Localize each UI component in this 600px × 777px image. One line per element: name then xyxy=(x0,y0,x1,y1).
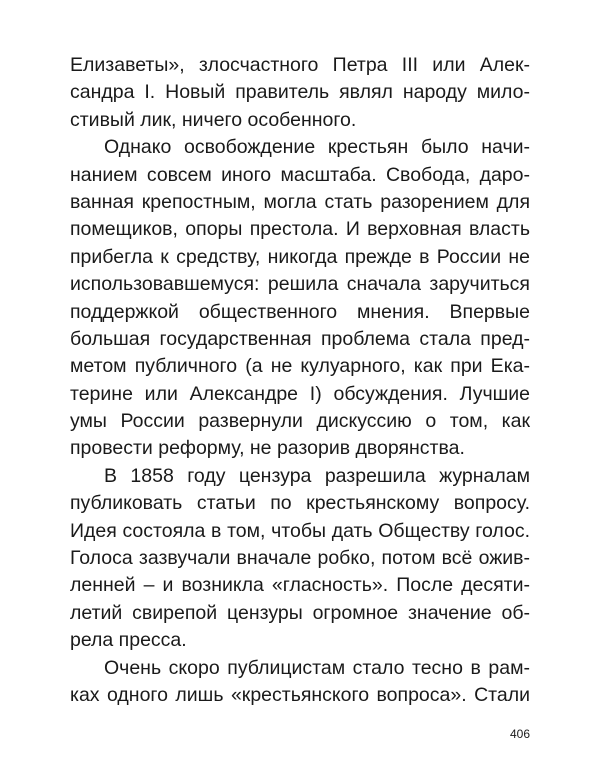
text-line: Голоса зазвучали вначале робко, потом всё ожив- xyxy=(70,547,530,570)
text-line: Елизаветы», злосчастного Петра III или Алек- xyxy=(70,54,530,76)
text-line: терине или Александре I) обсуждения. Лучшие xyxy=(70,382,530,405)
text-line: публиковать статьи по крестьянскому вопросу. xyxy=(70,492,530,515)
text-line: ванная крепостным, могла стать разорением для xyxy=(70,190,530,213)
text-line: Однако освобождение крестьян было начи- xyxy=(104,136,530,159)
text-line: помещиков, опоры престола. И верховная власть xyxy=(70,218,530,241)
text-line: летий свирепой цензуры огромное значение об- xyxy=(70,601,530,624)
text-line: сандра I. Новый правитель являл народу мило- xyxy=(70,81,530,104)
text-line: ках одного лишь «крестьянского вопроса». Стали xyxy=(70,683,530,706)
text-line: стивый лик, ничего особенного. xyxy=(70,108,357,131)
text-line: ленней – и возникла «гласность». После десяти- xyxy=(70,574,530,597)
text-line: Идея состояла в том, чтобы дать Обществу голос. xyxy=(70,519,530,542)
text-line: метом публичного (а не кулуарного, как при Ека- xyxy=(70,355,530,378)
text-line: поддержкой общественного мнения. Впервые xyxy=(70,300,530,323)
text-line: использовавшемуся: решила сначала заручиться xyxy=(70,273,530,296)
text-line: умы России развернули дискуссию о том, как xyxy=(70,410,530,433)
text-line: нанием совсем иного масштаба. Свобода, даро- xyxy=(70,163,530,186)
book-page-text xyxy=(70,52,530,709)
text-line: большая государственная проблема стала пред- xyxy=(70,327,530,350)
text-line: прибегла к средству, никогда прежде в России не xyxy=(70,245,530,268)
text-line: В 1858 году цензура разрешила журналам xyxy=(104,464,530,487)
text-line: провести реформу, не разорив дворянства. xyxy=(70,437,465,460)
text-line: Очень скоро публицистам стало тесно в рам- xyxy=(104,656,530,679)
page-number: 406 xyxy=(509,727,530,741)
text-line: рела пресса. xyxy=(70,629,187,652)
